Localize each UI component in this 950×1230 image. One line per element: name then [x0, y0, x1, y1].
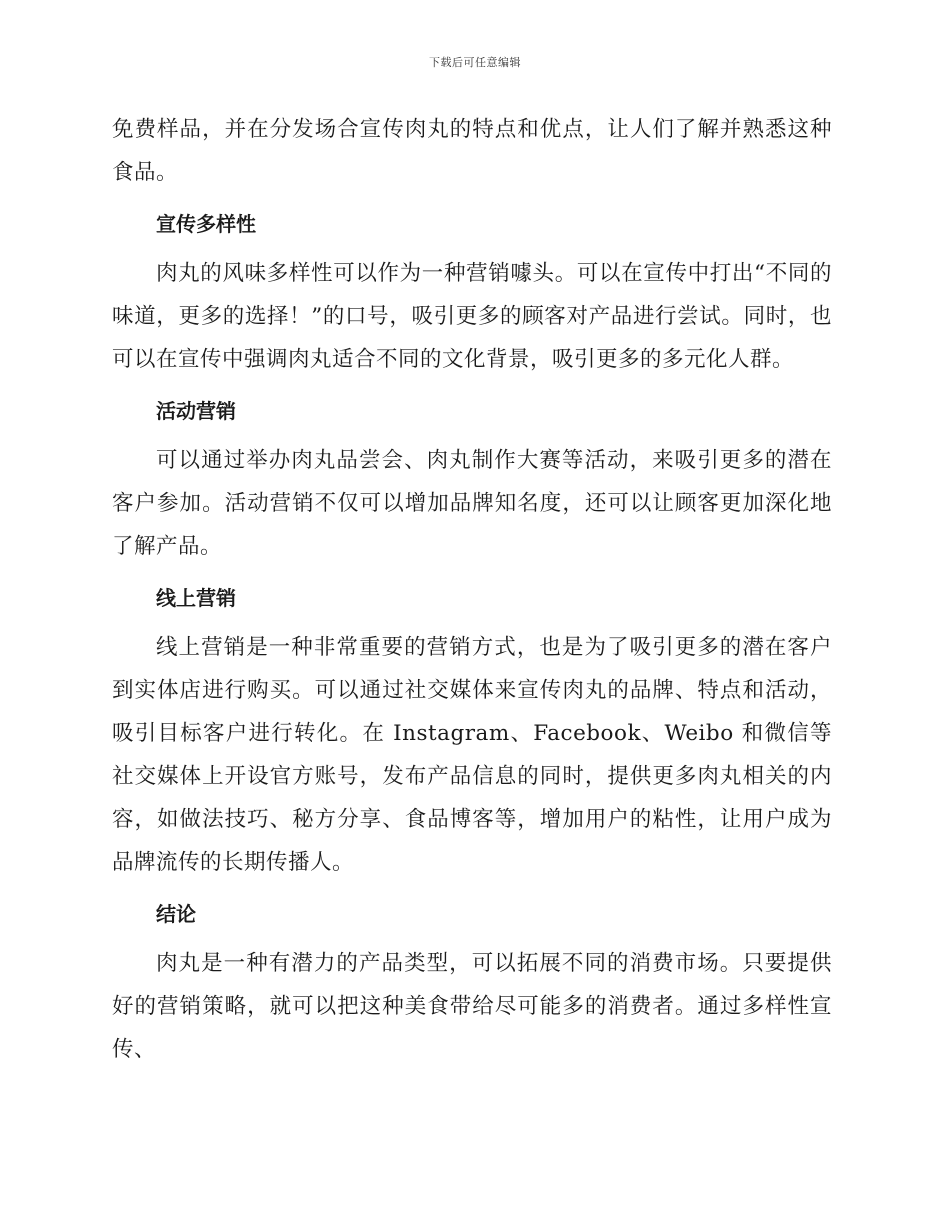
document-body	[112, 108, 832, 1071]
intro-paragraph: 免费样品，并在分发场合宣传肉丸的特点和优点，让人们了解并熟悉这种食品。	[112, 117, 832, 185]
section-heading-diversity: 宣传多样性	[156, 212, 256, 236]
section-body-online-marketing: 线上营销是一种非常重要的营销方式，也是为了吸引更多的潜在客户到实体店进行购买。可以通过社交媒体来宣传肉丸的品牌、特点和活动，吸引目标客户进行转化。在 Instagram、Facebook、Weibo 和微信等社交媒体上开设官方账号，发布产品信息的同时，提供更多肉丸相关的内容，如做法技巧、秘方分享、食品博客等，增加用户的粘性，让用户成为品牌流传的长期传播人。	[112, 635, 832, 875]
section-heading-online-marketing: 线上营销	[156, 586, 236, 610]
section-heading-conclusion: 结论	[156, 902, 196, 926]
section-heading-event-marketing: 活动营销	[156, 399, 236, 423]
section-body-conclusion: 肉丸是一种有潜力的产品类型，可以拓展不同的消费市场。只要提供好的营销策略，就可以把这种美食带给尽可能多的消费者。通过多样性宣传、	[112, 951, 832, 1062]
section-body-diversity: 肉丸的风味多样性可以作为一种营销噱头。可以在宣传中打出“不同的味道，更多的选择！”的口号，吸引更多的顾客对产品进行尝试。同时，也可以在宣传中强调肉丸适合不同的文化背景，吸引更多的多元化人群。	[112, 261, 832, 372]
header-note: 下载后可任意编辑	[429, 56, 521, 69]
section-body-event-marketing: 可以通过举办肉丸品尝会、肉丸制作大赛等活动，来吸引更多的潜在客户参加。活动营销不仅可以增加品牌知名度，还可以让顾客更加深化地了解产品。	[112, 448, 832, 559]
